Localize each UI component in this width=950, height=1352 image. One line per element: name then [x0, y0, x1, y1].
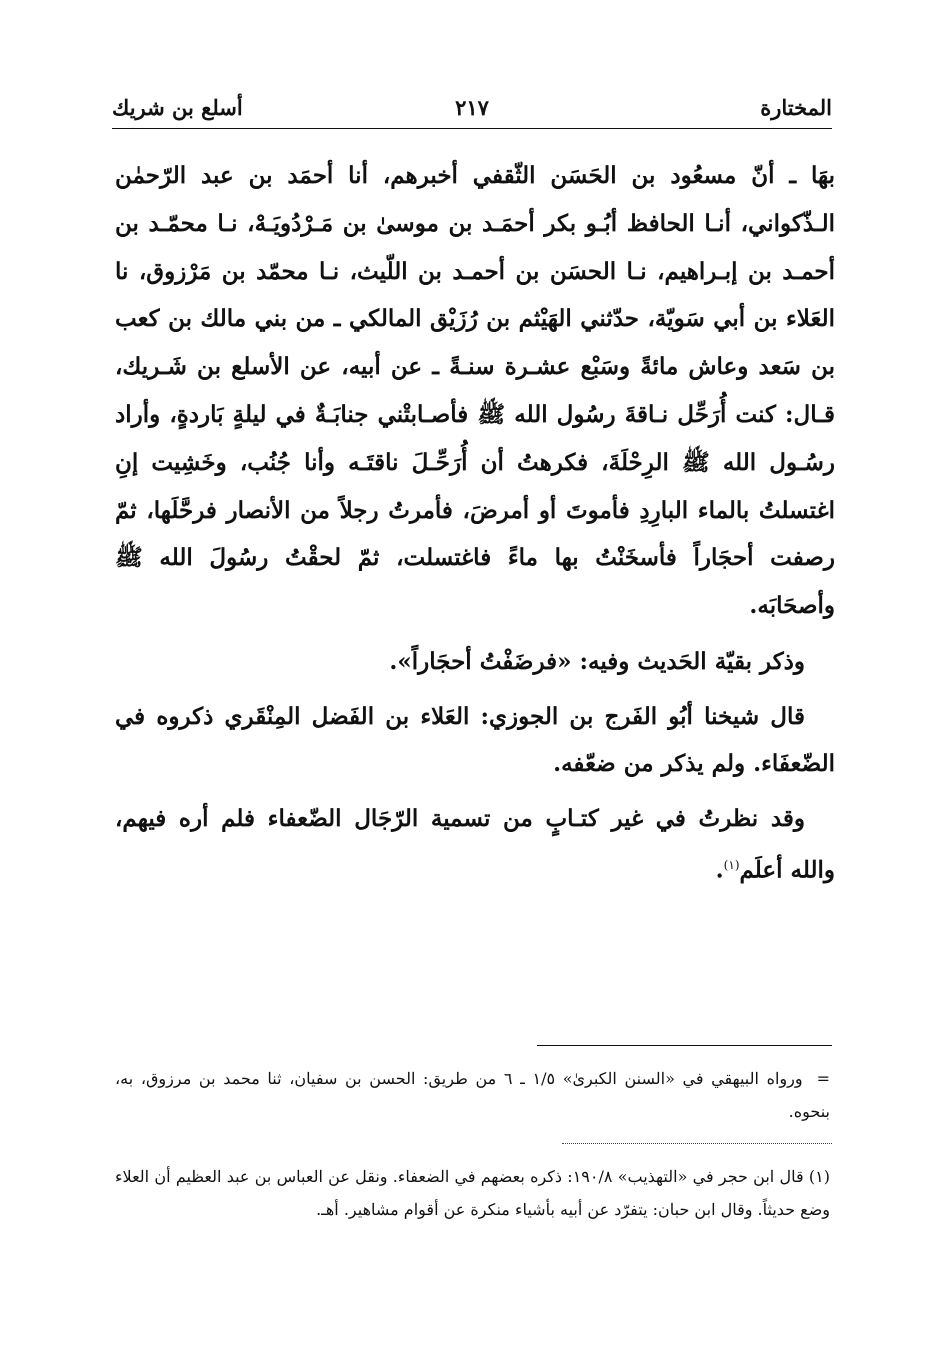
footnote-reference: (١) [723, 857, 740, 872]
page-number: ٢١٧ [455, 95, 489, 120]
book-title: المختارة [760, 95, 832, 120]
footnote-continuation [115, 1062, 830, 1128]
paragraph-ibn-al-jawzi: قال شيخنا أبُو الفَرج بن الجوزي: العَلاء بن الفَضل المِنْقَري ذكروه في الضّعفَاء. ولم يذكر من ضعّفه. [115, 702, 835, 777]
paragraph-author-note [115, 795, 835, 894]
main-text [115, 152, 835, 894]
chapter-title: أسلع بن شريك [112, 95, 243, 120]
footnote-dotted-divider [562, 1143, 832, 1144]
continuation-marker: = [816, 1069, 831, 1088]
continuation-text: ورواه البيهقي في «السنن الكبرىٰ» ١/٥ ـ ٦ من طريق: الحسن بن سفيان، ثنا محمد بن مرزوق، به، بنحوه. [115, 1069, 830, 1121]
paragraph-rest-of-hadith: وذكر بقيّة الحَديث وفيه: «فرضَفْتُ أحجَاراً». [389, 647, 805, 675]
author-note-text: وقد نظرتُ في غير كتـابٍ من تسمية الرّجَال الضّعفاء فلم أره فيهم، والله أعلَم [115, 804, 835, 884]
paragraph-hadith: بهَا ـ أنّ مسعُود بن الحَسَن الثّقفي أخبرهم، أنا أحمَد بن عبد الرّحمٰن الـذّكواني، أنـا الحافظ أبُـو بكر أحمَـد بن موسىٰ بن مَـرْدُويَـهْ، نـا محمّـد بن أحمـد بن إبـراهيم، نـا الحسَن بن أحمـد بن اللّيث، نـا محمّد بن مَرْزوق، نا العَلاء بن أبي سَويّة، حدّثني الهَيْثم بن رُزَيْق المالكي ـ من بني مالك بن كعب بن سَعد وعاش مائةً وسَبْع عشـرة سنـةً ـ عن أبيه، عن الأسلع بن شَـريك، قـال: كنت أُرَحِّل نـاقةَ رسُول الله ﷺ فأصـابتْني جنابَـةٌ في ليلةٍ بَاردةٍ، وأراد رسُـول الله ﷺ الرِحْلَةَ، فكرهتُ أن أُرَحِّـلَ ناقتَـه وأنا جُنُب، وخَشِيت إنِ اغتسلتُ بالماء البارِدِ فأموتَ أو أمرضَ، فأمرتُ رجلاً من الأنصار فرحَّلَها، ثمّ رصفت أحجَاراً فأسخَنْتُ بها ماءً فاغتسلت، ثمّ لحقْتُ رسُولَ الله ﷺ وأصحَابَه. [115, 162, 835, 620]
footnote-divider [537, 1045, 832, 1046]
running-header [112, 92, 832, 129]
closing-period: . [715, 856, 724, 884]
footnote-1: (١) قال ابن حجر في «التهذيب» ١٩٠/٨: ذكره بعضهم في الضعفاء. ونقل عن العباس بن عبد العظيم أن العلاء وضع حديثاً. وقال ابن حبان: يتفرّد عن أبيه بأشياء منكرة عن أقوام مشاهير. أهـ. [115, 1167, 830, 1219]
